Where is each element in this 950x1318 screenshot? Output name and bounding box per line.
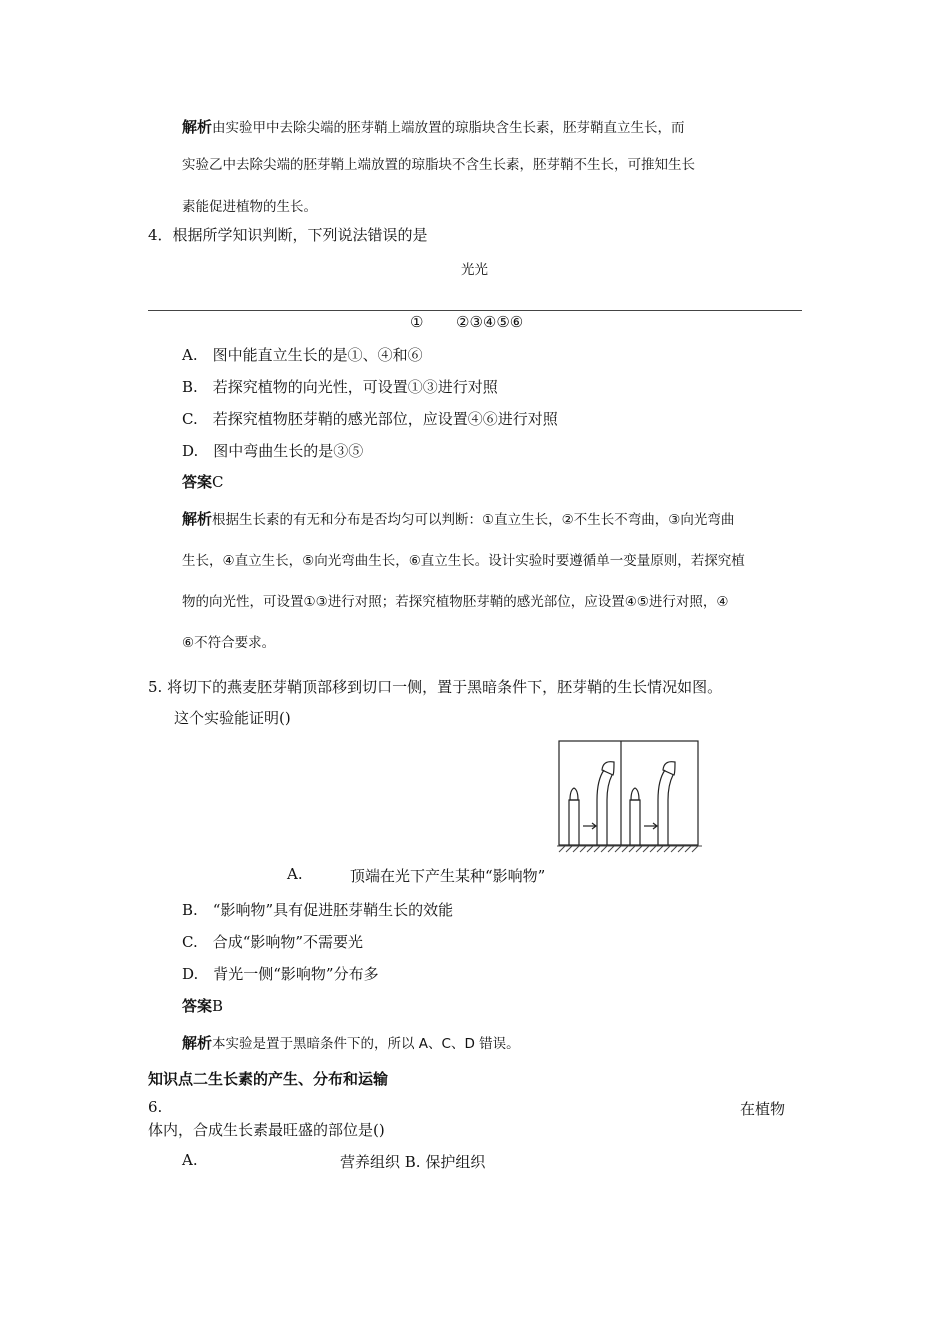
q6-stem-tail: 在植物 [740, 1100, 786, 1118]
q4-analysis-line2: 生长，④直立生长，⑤向光弯曲生长，⑥直立生长。设计实验时要遵循单一变量原则，若探究植 [182, 553, 745, 569]
q6-option-a-label: A. [182, 1151, 198, 1169]
section-title: 知识点二生长素的产生、分布和运输 [148, 1070, 389, 1088]
q4-option-c: C. 若探究植物胚芽鞘的感光部位，应设置④⑥进行对照 [182, 410, 558, 428]
q5-option-a-label: A. [287, 865, 303, 883]
q5-option-d: D. 背光一侧“影响物”分布多 [182, 965, 379, 983]
q4-option-a: A. 图中能直立生长的是①、④和⑥ [182, 346, 423, 364]
analysis-label: 解析 [182, 118, 213, 136]
coleoptile-tip-left [570, 788, 578, 800]
coleoptile-bent-tip-right [663, 762, 675, 775]
q4-analysis-line3: 物的向光性，可设置①③进行对照；若探究植物胚芽鞘的感光部位，应设置④⑤进行对照，④ [182, 594, 729, 610]
q6-option-ab-text: 营养组织 B. 保护组织 [340, 1153, 486, 1171]
q4-option-d: D. 图中弯曲生长的是③⑤ [182, 442, 364, 460]
q6-stem-line2: 体内，合成生长素最旺盛的部位是() [148, 1121, 385, 1139]
analysis-label: 解析 [182, 1034, 213, 1052]
q5-option-b: B. “影响物”具有促进胚芽鞘生长的效能 [182, 901, 454, 919]
q4-figure-light-label: 光光 [461, 262, 488, 278]
q4-figure-label-2-6: ②③④⑤⑥ [456, 313, 524, 331]
coleoptile-stump-right [630, 800, 640, 845]
q5-stem-line1: 5. 将切下的燕麦胚芽鞘顶部移到切口一侧，置于黑暗条件下，胚芽鞘的生长情况如图。 [148, 678, 723, 696]
q4-analysis-line4: ⑥不符合要求。 [182, 635, 276, 651]
coleoptile-bent-tip-left [602, 762, 614, 775]
q4-figure-baseline [148, 310, 802, 311]
q4-option-b: B. 若探究植物的向光性，可设置①③进行对照 [182, 378, 498, 396]
q4-stem: 4．根据所学知识判断，下列说法错误的是 [148, 226, 428, 244]
q5-answer: 答案B [182, 997, 224, 1015]
q5-coleoptile-figure [557, 740, 702, 855]
q3-analysis-line1: 解析由实验甲中去除尖端的胚芽鞘上端放置的琼脂块含生长素，胚芽鞘直立生长，而 [182, 118, 685, 136]
analysis-label: 解析 [182, 510, 213, 528]
q3-analysis-line2: 实验乙中去除尖端的胚芽鞘上端放置的琼脂块不含生长素，胚芽鞘不生长，可推知生长 [182, 157, 695, 173]
ground-hatching [557, 846, 702, 852]
coleoptile-stump-left [569, 800, 579, 845]
q5-analysis: 解析本实验是置于黑暗条件下的，所以 A、C、D 错误。 [182, 1034, 520, 1052]
q3-analysis-line3: 素能促进植物的生长。 [182, 199, 317, 215]
q4-analysis-line1: 解析根据生长素的有无和分布是否均匀可以判断：①直立生长，②不生长不弯曲，③向光弯曲 [182, 510, 735, 528]
coleoptile-bent-right [658, 770, 673, 845]
q5-stem-line2: 这个实验能证明() [174, 709, 291, 727]
q5-option-a-text: 顶端在光下产生某种“影响物” [350, 867, 546, 885]
q6-number: 6. [148, 1098, 163, 1116]
q4-answer: 答案C [182, 473, 224, 491]
coleoptile-bent-left [597, 770, 612, 845]
q5-option-c: C. 合成“影响物”不需要光 [182, 933, 364, 951]
figure-frame [559, 741, 698, 845]
coleoptile-tip-right [631, 788, 639, 800]
q4-figure-label-1: ① [410, 313, 424, 331]
